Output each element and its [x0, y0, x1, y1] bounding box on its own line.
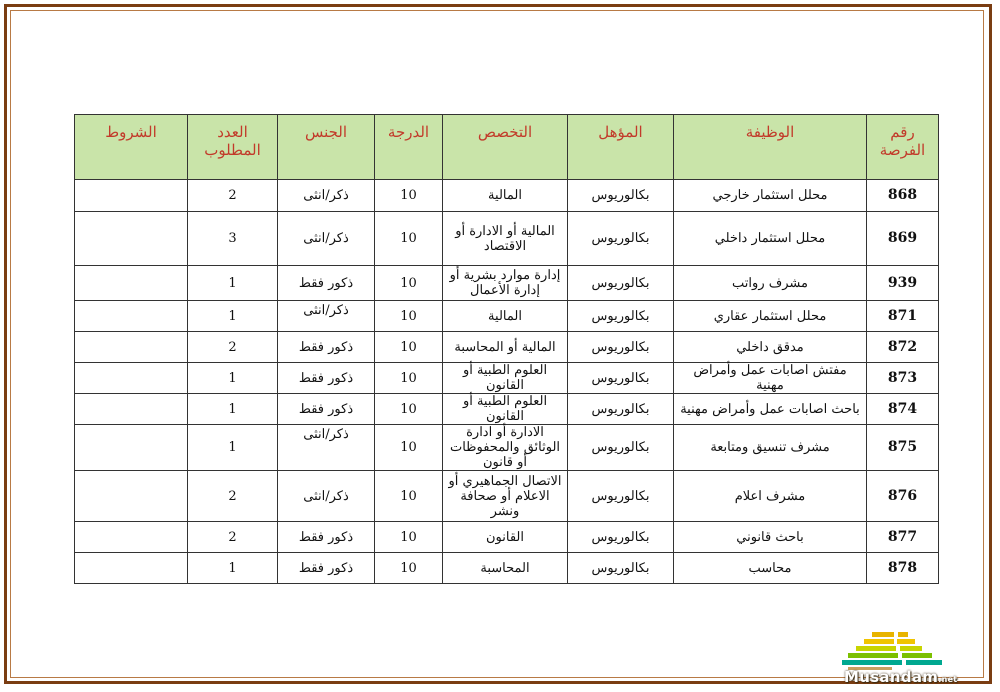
cell-number: 877	[867, 522, 939, 553]
table-row	[75, 471, 939, 522]
table-row	[75, 212, 939, 266]
header-gender: الجنس	[278, 115, 375, 180]
table-row	[75, 394, 939, 425]
cell-conditions	[75, 553, 188, 584]
cell-number: 871	[867, 301, 939, 332]
cell-number: 876	[867, 471, 939, 522]
cell-conditions	[75, 471, 188, 522]
cell-gender: ذكور فقط	[278, 332, 375, 363]
cell-gender: ذكر/انثى	[278, 180, 375, 212]
cell-job: مشرف اعلام	[674, 471, 867, 522]
cell-qualification: بكالوريوس	[568, 301, 674, 332]
cell-qualification: بكالوريوس	[568, 332, 674, 363]
cell-specialization: القانون	[443, 522, 568, 553]
cell-qualification: بكالوريوس	[568, 553, 674, 584]
cell-qualification: بكالوريوس	[568, 522, 674, 553]
cell-conditions	[75, 522, 188, 553]
cell-number: 873	[867, 363, 939, 394]
cell-number: 868	[867, 180, 939, 212]
table-row	[75, 332, 939, 363]
header-job: الوظيفة	[674, 115, 867, 180]
cell-specialization: المالية أو المحاسبة	[443, 332, 568, 363]
header-grade: الدرجة	[375, 115, 443, 180]
cell-number: 869	[867, 212, 939, 266]
cell-specialization: العلوم الطبية أو القانون	[443, 363, 568, 394]
header-specialization: التخصص	[443, 115, 568, 180]
cell-conditions	[75, 180, 188, 212]
cell-specialization: المالية	[443, 301, 568, 332]
cell-gender: ذكر/انثى	[278, 425, 375, 471]
cell-conditions	[75, 266, 188, 301]
cell-count: 2	[188, 471, 278, 522]
cell-qualification: بكالوريوس	[568, 425, 674, 471]
cell-number: 878	[867, 553, 939, 584]
cell-specialization: المالية أو الادارة أو الاقتصاد	[443, 212, 568, 266]
header-count: العدد المطلوب	[188, 115, 278, 180]
table-body	[75, 180, 939, 584]
cell-qualification: بكالوريوس	[568, 180, 674, 212]
cell-job: محاسب	[674, 553, 867, 584]
cell-grade: 10	[375, 180, 443, 212]
cell-job: باحث قانوني	[674, 522, 867, 553]
cell-grade: 10	[375, 332, 443, 363]
cell-count: 1	[188, 301, 278, 332]
table-row	[75, 180, 939, 212]
cell-specialization: الاتصال الجماهيري أو الاعلام أو صحافة ونشر	[443, 471, 568, 522]
cell-job: مشرف رواتب	[674, 266, 867, 301]
cell-count: 1	[188, 394, 278, 425]
cell-conditions	[75, 301, 188, 332]
cell-grade: 10	[375, 471, 443, 522]
cell-specialization: إدارة موارد بشرية أو إدارة الأعمال	[443, 266, 568, 301]
cell-gender: ذكر/انثى	[278, 471, 375, 522]
cell-gender: ذكور فقط	[278, 522, 375, 553]
header-conditions: الشروط	[75, 115, 188, 180]
cell-number: 939	[867, 266, 939, 301]
cell-grade: 10	[375, 522, 443, 553]
cell-job: باحث اصابات عمل وأمراض مهنية	[674, 394, 867, 425]
cell-specialization: العلوم الطبية أو القانون	[443, 394, 568, 425]
table-row	[75, 522, 939, 553]
cell-job: محلل استثمار داخلي	[674, 212, 867, 266]
jobs-table	[74, 114, 939, 584]
logo-text: Musandam.net	[844, 668, 958, 686]
cell-count: 3	[188, 212, 278, 266]
cell-gender: ذكر/انثى	[278, 301, 375, 332]
cell-grade: 10	[375, 425, 443, 471]
cell-specialization: الادارة أو ادارة الوثائق والمحفوظات أو قانون	[443, 425, 568, 471]
cell-conditions	[75, 425, 188, 471]
cell-gender: ذكور فقط	[278, 394, 375, 425]
cell-job: مفتش اصابات عمل وأمراض مهنية	[674, 363, 867, 394]
table-row	[75, 301, 939, 332]
cell-grade: 10	[375, 394, 443, 425]
cell-conditions	[75, 212, 188, 266]
cell-count: 2	[188, 522, 278, 553]
table-row	[75, 363, 939, 394]
cell-gender: ذكور فقط	[278, 266, 375, 301]
cell-specialization: المالية	[443, 180, 568, 212]
cell-number: 875	[867, 425, 939, 471]
cell-count: 2	[188, 332, 278, 363]
header-number: رقم الفرصة	[867, 115, 939, 180]
table-row	[75, 266, 939, 301]
table-header-row	[75, 115, 939, 180]
cell-grade: 10	[375, 553, 443, 584]
cell-conditions	[75, 332, 188, 363]
cell-grade: 10	[375, 363, 443, 394]
cell-gender: ذكور فقط	[278, 363, 375, 394]
cell-gender: ذكر/انثى	[278, 212, 375, 266]
cell-number: 874	[867, 394, 939, 425]
cell-count: 2	[188, 180, 278, 212]
cell-count: 1	[188, 425, 278, 471]
header-qualification: المؤهل	[568, 115, 674, 180]
cell-qualification: بكالوريوس	[568, 266, 674, 301]
cell-qualification: بكالوريوس	[568, 212, 674, 266]
cell-job: مشرف تنسيق ومتابعة	[674, 425, 867, 471]
cell-grade: 10	[375, 301, 443, 332]
cell-count: 1	[188, 266, 278, 301]
cell-conditions	[75, 363, 188, 394]
cell-number: 872	[867, 332, 939, 363]
cell-job: مدقق داخلي	[674, 332, 867, 363]
cell-count: 1	[188, 553, 278, 584]
cell-job: محلل استثمار عقاري	[674, 301, 867, 332]
cell-specialization: المحاسبة	[443, 553, 568, 584]
table-row	[75, 425, 939, 471]
cell-qualification: بكالوريوس	[568, 471, 674, 522]
table-row	[75, 553, 939, 584]
cell-qualification: بكالوريوس	[568, 394, 674, 425]
cell-grade: 10	[375, 212, 443, 266]
cell-job: محلل استثمار خارجي	[674, 180, 867, 212]
cell-count: 1	[188, 363, 278, 394]
cell-qualification: بكالوريوس	[568, 363, 674, 394]
cell-grade: 10	[375, 266, 443, 301]
cell-gender: ذكور فقط	[278, 553, 375, 584]
cell-conditions	[75, 394, 188, 425]
